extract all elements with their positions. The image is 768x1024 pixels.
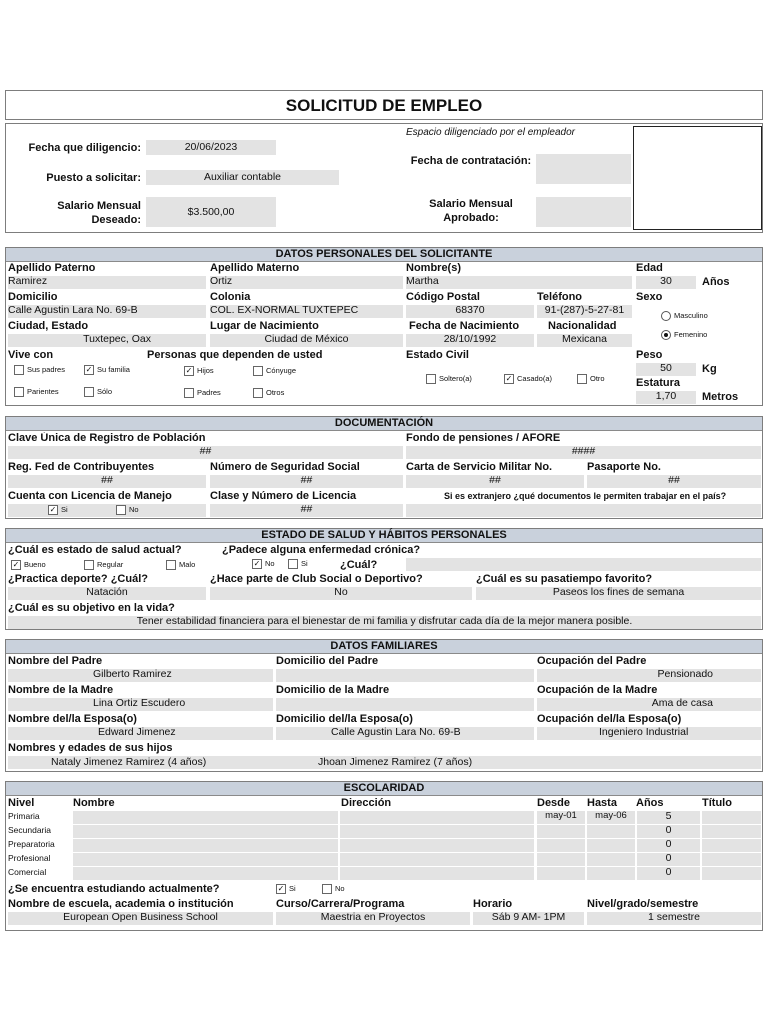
row-desde[interactable] bbox=[537, 825, 585, 838]
kg-label: Kg bbox=[702, 363, 717, 375]
clase-label: Clase y Número de Licencia bbox=[210, 490, 357, 502]
salario-label bbox=[6, 199, 141, 227]
dep-padres-label: Padres bbox=[197, 388, 221, 397]
row-nivel: Profesional bbox=[8, 854, 51, 863]
escuela-label: Nombre de escuela, academia o institución bbox=[8, 898, 234, 910]
estudiando-label: ¿Se encuentra estudiando actualmente? bbox=[8, 883, 220, 895]
puesto-field[interactable]: Auxiliar contable bbox=[146, 170, 339, 185]
domicilio-label: Domicilio bbox=[8, 291, 58, 303]
vive-parientes[interactable] bbox=[14, 387, 84, 397]
cronica-no[interactable] bbox=[252, 559, 292, 569]
salud-regular-checkbox[interactable] bbox=[84, 560, 94, 570]
dom-madre-field[interactable] bbox=[276, 698, 534, 711]
col-direccion: Dirección bbox=[341, 797, 392, 809]
pasatiempo-label: ¿Cuál es su pasatiempo favorito? bbox=[476, 573, 653, 585]
extranjero-label: Si es extranjero ¿qué documentos le permiten trabajar en el país? bbox=[444, 492, 727, 501]
militar-label: Carta de Servicio Militar No. bbox=[406, 461, 553, 473]
pasaporte-label: Pasaporte No. bbox=[587, 461, 661, 473]
salario-aprobado-label-text: Salario Mensual Aprobado: bbox=[429, 198, 513, 224]
colonia-label: Colonia bbox=[210, 291, 251, 303]
curso-label: Curso/Carrera/Programa bbox=[276, 898, 405, 910]
salario-label-text: Salario Mensual Deseado: bbox=[57, 200, 141, 226]
health-header: ESTADO DE SALUD Y HÁBITOS PERSONALES bbox=[6, 529, 762, 543]
photo-box bbox=[633, 126, 762, 230]
curp-field[interactable]: ## bbox=[8, 446, 403, 459]
row-nivel: Secundaria bbox=[8, 826, 52, 835]
nacionalidad-field[interactable]: Mexicana bbox=[537, 334, 632, 347]
edad-label: Edad bbox=[636, 262, 663, 274]
escuela-field[interactable]: European Open Business School bbox=[8, 912, 273, 925]
estudiando-no-label: No bbox=[335, 884, 345, 893]
dep-padres[interactable] bbox=[184, 388, 254, 398]
licencia-options bbox=[8, 504, 206, 517]
nss-field[interactable]: ## bbox=[210, 475, 403, 488]
row-anos[interactable]: 0 bbox=[637, 825, 700, 838]
ocup-padre-field[interactable]: Pensionado bbox=[537, 669, 761, 682]
row-hasta[interactable]: may-06 bbox=[587, 811, 635, 824]
row-nombre[interactable] bbox=[73, 825, 338, 838]
salario-field[interactable]: $3.500,00 bbox=[146, 197, 276, 227]
dep-otros-checkbox[interactable] bbox=[253, 388, 263, 398]
extranjero-field[interactable] bbox=[406, 504, 761, 517]
rfc-label: Reg. Fed de Contribuyentes bbox=[8, 461, 155, 473]
anos-label: Años bbox=[702, 276, 730, 288]
dom-padre-label: Domicilio del Padre bbox=[276, 655, 379, 667]
clase-field[interactable]: ## bbox=[210, 504, 403, 517]
estudiando-si[interactable] bbox=[276, 884, 316, 894]
apellido-paterno-field[interactable]: Ramirez bbox=[8, 276, 206, 289]
row-titulo[interactable] bbox=[702, 867, 761, 880]
row-nombre[interactable] bbox=[73, 867, 338, 880]
militar-field[interactable]: ## bbox=[406, 475, 584, 488]
ciudad-label: Ciudad, Estado bbox=[8, 320, 89, 332]
telefono-label: Teléfono bbox=[537, 291, 583, 303]
curso-field[interactable]: Maestria en Proyectos bbox=[276, 912, 470, 925]
civil-otro-checkbox[interactable] bbox=[577, 374, 587, 384]
nacionalidad-label: Nacionalidad bbox=[548, 320, 617, 332]
nss-label: Número de Seguridad Social bbox=[210, 461, 360, 473]
peso-label: Peso bbox=[636, 349, 663, 361]
title-section bbox=[5, 90, 763, 120]
ocup-madre-label: Ocupación de la Madre bbox=[537, 684, 658, 696]
vive-sus-padres-checkbox[interactable] bbox=[14, 365, 24, 375]
nivel-field[interactable]: 1 semestre bbox=[587, 912, 761, 925]
row-hasta[interactable] bbox=[587, 853, 635, 866]
dom-esposo-label: Domicilio del/la Esposa(o) bbox=[276, 713, 413, 725]
vive-solo-checkbox[interactable] bbox=[84, 387, 94, 397]
row-titulo[interactable] bbox=[702, 825, 761, 838]
dep-otros-label: Otros bbox=[266, 388, 285, 397]
ocup-esposo-field[interactable]: Ingeniero Industrial bbox=[537, 727, 761, 740]
ocup-madre-field[interactable]: Ama de casa bbox=[537, 698, 761, 711]
form-title: SOLICITUD DE EMPLEO bbox=[285, 97, 483, 115]
col-nivel: Nivel bbox=[8, 797, 35, 809]
row-desde[interactable]: may-01 bbox=[537, 811, 585, 824]
licencia-no-label: No bbox=[129, 505, 139, 514]
edad-field[interactable]: 30 bbox=[636, 276, 696, 289]
vive-solo[interactable] bbox=[84, 387, 149, 397]
dom-esposo-field[interactable]: Calle Agustin Lara No. 69-B bbox=[276, 727, 534, 740]
vive-sus-padres[interactable] bbox=[14, 365, 84, 375]
club-field[interactable]: No bbox=[210, 587, 472, 600]
civil-label: Estado Civil bbox=[406, 349, 469, 361]
row-titulo[interactable] bbox=[702, 853, 761, 866]
col-titulo: Título bbox=[702, 797, 732, 809]
apellido-materno-label: Apellido Materno bbox=[210, 262, 300, 274]
salud-regular-label: Regular bbox=[97, 560, 124, 569]
estatura-label: Estatura bbox=[636, 377, 681, 389]
cronica-no-checkbox[interactable]: ✓ bbox=[253, 559, 261, 568]
estudiando-si-checkbox[interactable]: ✓ bbox=[277, 884, 285, 893]
ocup-padre-label: Ocupación del Padre bbox=[537, 655, 647, 667]
cp-field[interactable]: 68370 bbox=[406, 305, 534, 318]
dom-madre-label: Domicilio de la Madre bbox=[276, 684, 390, 696]
row-hasta[interactable] bbox=[587, 839, 635, 852]
salud-malo-label: Malo bbox=[179, 560, 196, 569]
objetivo-field[interactable]: Tener estabilidad financiera para el bienestar de mi familia y disfrutar cada día de la mejor manera posible. bbox=[8, 616, 761, 629]
metros-label: Metros bbox=[702, 391, 739, 403]
row-anos[interactable]: 0 bbox=[637, 867, 700, 880]
puesto-label: Puesto a solicitar: bbox=[46, 172, 141, 184]
vive-parientes-checkbox[interactable] bbox=[14, 387, 24, 397]
dep-hijos-checkbox[interactable]: ✓ bbox=[185, 366, 193, 375]
cronica-label: ¿Padece alguna enfermedad crónica? bbox=[222, 544, 421, 556]
dep-otros[interactable] bbox=[253, 388, 323, 398]
salud-regular[interactable] bbox=[84, 560, 144, 570]
cronica-no-label: No bbox=[265, 559, 275, 568]
row-direccion[interactable] bbox=[340, 853, 534, 866]
fecha-contratacion-field[interactable] bbox=[536, 154, 631, 184]
civil-otro[interactable] bbox=[577, 374, 632, 384]
hijo-1[interactable]: Nataly Jimenez Ramirez (4 años) bbox=[51, 757, 207, 768]
esposo-label: Nombre del/la Esposa(o) bbox=[8, 713, 137, 725]
padre-field[interactable]: Gilberto Ramirez bbox=[8, 669, 273, 682]
cronica-si-checkbox[interactable] bbox=[288, 559, 298, 569]
dom-padre-field[interactable] bbox=[276, 669, 534, 682]
licencia-si-checkbox[interactable]: ✓ bbox=[49, 505, 57, 514]
licencia-label: Cuenta con Licencia de Manejo bbox=[8, 490, 172, 502]
health-section bbox=[5, 528, 763, 630]
documentation-section bbox=[5, 416, 763, 519]
rfc-field[interactable]: ## bbox=[8, 475, 206, 488]
curp-label: Clave Única de Registro de Población bbox=[8, 432, 206, 444]
row-nombre[interactable] bbox=[73, 811, 338, 824]
dep-conyuge-label: Cónyuge bbox=[266, 366, 297, 375]
esposo-field[interactable]: Edward Jimenez bbox=[8, 727, 273, 740]
dep-hijos[interactable] bbox=[184, 366, 254, 376]
salud-estado-label: ¿Cuál es estado de salud actual? bbox=[8, 544, 182, 556]
civil-otro-label: Otro bbox=[590, 374, 605, 383]
masculino-label: Masculino bbox=[674, 311, 708, 320]
civil-casado-checkbox[interactable]: ✓ bbox=[505, 374, 513, 383]
sexo-femenino-option[interactable] bbox=[661, 330, 756, 340]
cronica-si-label: Si bbox=[301, 559, 308, 568]
row-anos[interactable]: 0 bbox=[637, 853, 700, 866]
afore-label: Fondo de pensiones / AFORE bbox=[406, 432, 561, 444]
madre-label: Nombre de la Madre bbox=[8, 684, 114, 696]
civil-soltero-checkbox[interactable] bbox=[426, 374, 436, 384]
vive-su-familia-label: Su familia bbox=[97, 365, 130, 374]
apellido-paterno-label: Apellido Paterno bbox=[8, 262, 96, 274]
horario-field[interactable]: Sáb 9 AM- 1PM bbox=[473, 912, 584, 925]
civil-soltero-label: Soltero(a) bbox=[439, 374, 472, 383]
row-nombre[interactable] bbox=[73, 853, 338, 866]
row-hasta[interactable] bbox=[587, 825, 635, 838]
nombres-field[interactable]: Martha bbox=[406, 276, 632, 289]
education-section bbox=[5, 781, 763, 931]
dependen-label: Personas que dependen de usted bbox=[147, 349, 323, 361]
ciudad-field[interactable]: Tuxtepec, Oax bbox=[8, 334, 206, 347]
lugar-nac-field[interactable]: Ciudad de México bbox=[210, 334, 403, 347]
family-section bbox=[5, 639, 763, 772]
nivel-label: Nivel/grado/semestre bbox=[587, 898, 699, 910]
ocup-esposo-label: Ocupación del/la Esposa(o) bbox=[537, 713, 682, 725]
madre-field[interactable]: Lina Ortiz Escudero bbox=[8, 698, 273, 711]
row-anos[interactable]: 5 bbox=[637, 811, 700, 824]
salario-aprobado-field[interactable] bbox=[536, 197, 631, 227]
pasatiempo-field[interactable]: Paseos los fines de semana bbox=[476, 587, 761, 600]
row-titulo[interactable] bbox=[702, 839, 761, 852]
licencia-si[interactable] bbox=[48, 505, 88, 515]
padre-label: Nombre del Padre bbox=[8, 655, 103, 667]
horario-label: Horario bbox=[473, 898, 513, 910]
civil-casado[interactable] bbox=[504, 374, 579, 384]
row-direccion[interactable] bbox=[340, 867, 534, 880]
dep-conyuge[interactable] bbox=[253, 366, 323, 376]
application-info-section bbox=[5, 123, 763, 233]
row-direccion[interactable] bbox=[340, 839, 534, 852]
estudiando-no-checkbox[interactable] bbox=[322, 884, 332, 894]
apellido-materno-field[interactable]: Ortiz bbox=[210, 276, 403, 289]
vive-su-familia-checkbox[interactable]: ✓ bbox=[85, 365, 93, 374]
telefono-field[interactable]: 91-(287)-5-27-81 bbox=[537, 305, 632, 318]
row-desde[interactable] bbox=[537, 839, 585, 852]
row-titulo[interactable] bbox=[702, 811, 761, 824]
col-hasta: Hasta bbox=[587, 797, 617, 809]
salud-malo[interactable] bbox=[166, 560, 216, 570]
civil-soltero[interactable] bbox=[426, 374, 501, 384]
femenino-radio[interactable] bbox=[661, 330, 671, 340]
salario-aprobado-label bbox=[406, 197, 536, 225]
vive-parientes-label: Parientes bbox=[27, 387, 59, 396]
row-desde[interactable] bbox=[537, 853, 585, 866]
licencia-no[interactable] bbox=[116, 505, 156, 515]
row-direccion[interactable] bbox=[340, 811, 534, 824]
peso-field[interactable]: 50 bbox=[636, 363, 696, 376]
dep-conyuge-checkbox[interactable] bbox=[253, 366, 263, 376]
vive-solo-label: Sólo bbox=[97, 387, 113, 396]
lugar-nac-label: Lugar de Nacimiento bbox=[210, 320, 319, 332]
afore-field[interactable]: #### bbox=[406, 446, 761, 459]
estudiando-si-label: Si bbox=[289, 884, 296, 893]
row-nivel: Comercial bbox=[8, 868, 47, 877]
sexo-label: Sexo bbox=[636, 291, 663, 303]
hijos-label: Nombres y edades de sus hijos bbox=[8, 742, 173, 754]
fecha-contratacion-label bbox=[406, 154, 536, 168]
salud-bueno-checkbox[interactable]: ✓ bbox=[12, 560, 20, 569]
sexo-masculino-option[interactable] bbox=[661, 311, 756, 321]
dep-padres-checkbox[interactable] bbox=[184, 388, 194, 398]
salud-bueno-label: Bueno bbox=[24, 560, 46, 569]
dep-hijos-label: Hijos bbox=[197, 366, 214, 375]
row-nombre[interactable] bbox=[73, 839, 338, 852]
pasaporte-field[interactable]: ## bbox=[587, 475, 761, 488]
row-nivel: Preparatoria bbox=[8, 840, 55, 849]
cp-label: Código Postal bbox=[406, 291, 480, 303]
row-nivel: Primaria bbox=[8, 812, 40, 821]
licencia-no-checkbox[interactable] bbox=[116, 505, 126, 515]
fecha-label: Fecha que diligencio: bbox=[28, 142, 141, 154]
fecha-contratacion-label-text: Fecha de contratación: bbox=[410, 155, 532, 167]
cual-label: ¿Cuál? bbox=[340, 559, 378, 571]
fecha-nac-label: Fecha de Nacimiento bbox=[409, 320, 520, 332]
family-header: DATOS FAMILIARES bbox=[6, 640, 762, 654]
salud-malo-checkbox[interactable] bbox=[166, 560, 176, 570]
estudiando-no[interactable] bbox=[322, 884, 362, 894]
row-desde[interactable] bbox=[537, 867, 585, 880]
masculino-radio[interactable] bbox=[661, 311, 671, 321]
femenino-label: Femenino bbox=[674, 330, 708, 339]
col-nombre: Nombre bbox=[73, 797, 115, 809]
fecha-field[interactable]: 20/06/2023 bbox=[146, 140, 276, 155]
employer-note: Espacio diligenciado por el empleador bbox=[406, 127, 575, 138]
club-label: ¿Hace parte de Club Social o Deportivo? bbox=[210, 573, 423, 585]
vive-su-familia[interactable] bbox=[84, 365, 149, 375]
vive-sus-padres-label: Sus padres bbox=[27, 365, 65, 374]
row-anos[interactable]: 0 bbox=[637, 839, 700, 852]
salud-bueno[interactable] bbox=[11, 560, 71, 570]
domicilio-field[interactable]: Calle Agustin Lara No. 69-B bbox=[8, 305, 206, 318]
row-direccion[interactable] bbox=[340, 825, 534, 838]
personal-data-section bbox=[5, 247, 763, 406]
civil-casado-label: Casado(a) bbox=[517, 374, 553, 383]
vive-label: Vive con bbox=[8, 349, 54, 361]
fecha-nac-field[interactable]: 28/10/1992 bbox=[406, 334, 534, 347]
row-hasta[interactable] bbox=[587, 867, 635, 880]
colonia-field[interactable]: COL. EX-NORMAL TUXTEPEC bbox=[210, 305, 403, 318]
deporte-field[interactable]: Natación bbox=[8, 587, 206, 600]
hijo-2[interactable]: Jhoan Jimenez Ramirez (7 años) bbox=[318, 757, 473, 768]
personal-data-header: DATOS PERSONALES DEL SOLICITANTE bbox=[6, 248, 762, 262]
licencia-si-label: Si bbox=[61, 505, 68, 514]
nombres-label: Nombre(s) bbox=[406, 262, 462, 274]
education-header: ESCOLARIDAD bbox=[6, 782, 762, 796]
documentation-header: DOCUMENTACIÓN bbox=[6, 417, 762, 431]
objetivo-label: ¿Cuál es su objetivo en la vida? bbox=[8, 602, 175, 614]
cual-field[interactable] bbox=[406, 558, 761, 571]
estatura-field[interactable]: 1,70 bbox=[636, 391, 696, 404]
deporte-label: ¿Practica deporte? ¿Cuál? bbox=[8, 573, 148, 585]
col-desde: Desde bbox=[537, 797, 571, 809]
col-anos: Años bbox=[636, 797, 664, 809]
cronica-si[interactable] bbox=[288, 559, 328, 569]
